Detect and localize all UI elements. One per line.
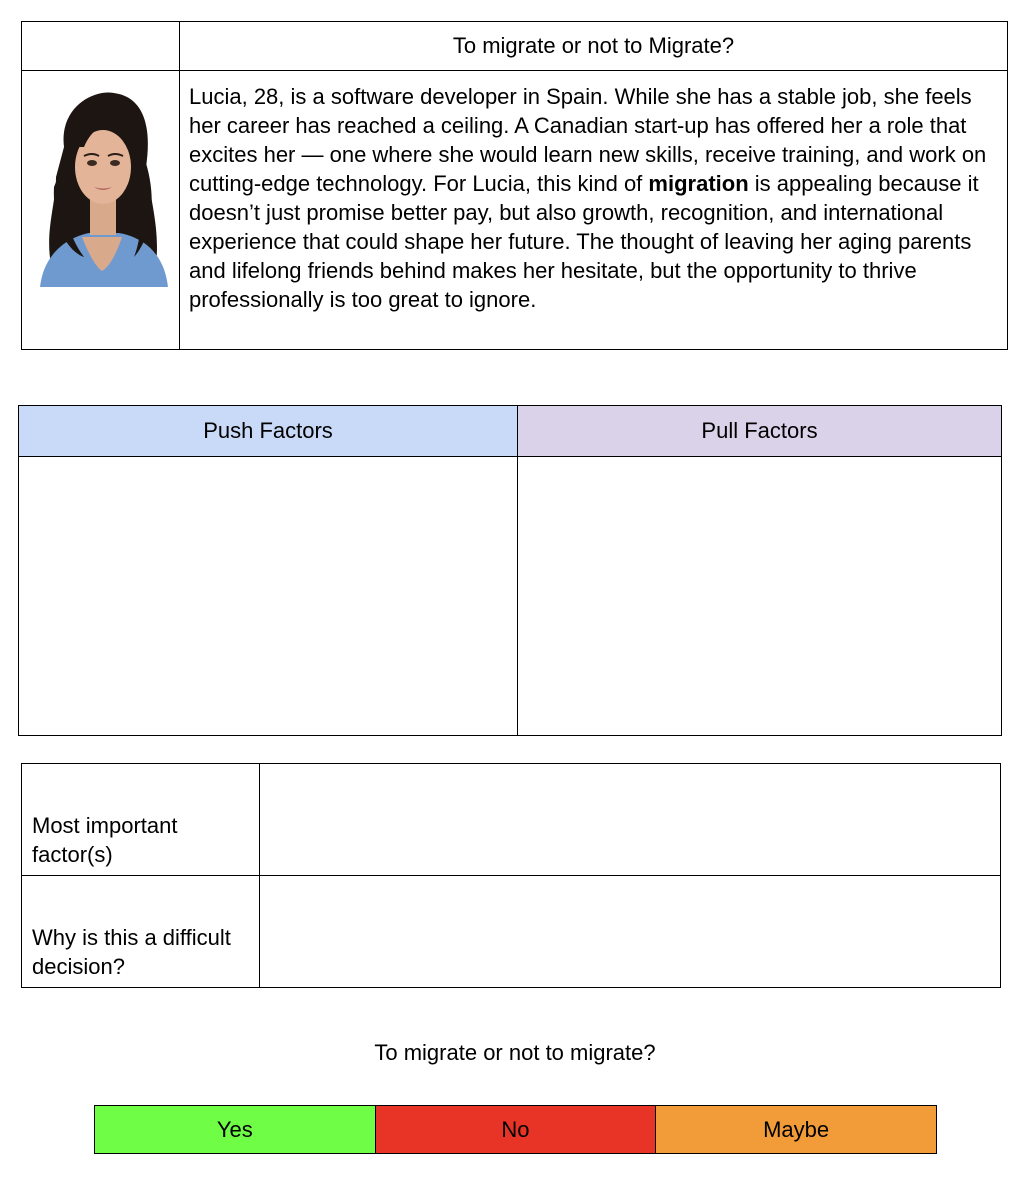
final-question: To migrate or not to migrate? xyxy=(374,1040,656,1065)
case-study-table xyxy=(21,21,1008,350)
empty-corner-cell xyxy=(22,22,180,71)
difficult-decision-answer[interactable] xyxy=(260,876,1001,988)
pull-factors-answer[interactable] xyxy=(518,457,1002,736)
push-pull-table xyxy=(18,405,1002,736)
story-text-1: Lucia, 28, is a software developer in Spain. While she has a stable job, she feels her career has reached a ceiling. A Canadian start-up has offered her a role that excites her — one where she would learn new skills, receive training, and work on cutting-edge technology. For Lucia, this kind of xyxy=(189,84,987,196)
choice-maybe[interactable]: Maybe xyxy=(656,1106,937,1154)
reflection-table xyxy=(21,763,1001,988)
choice-bar xyxy=(94,1105,937,1154)
difficult-decision-label: Why is this a difficult decision? xyxy=(22,876,260,988)
choice-yes[interactable]: Yes xyxy=(95,1106,376,1154)
portrait-photo xyxy=(34,87,170,287)
most-important-answer[interactable] xyxy=(260,764,1001,876)
case-story xyxy=(180,71,1008,350)
photo-cell xyxy=(22,71,180,350)
pull-factors-header: Pull Factors xyxy=(518,406,1002,457)
most-important-label: Most important factor(s) xyxy=(22,764,260,876)
choice-no[interactable]: No xyxy=(375,1106,656,1154)
push-factors-header: Push Factors xyxy=(19,406,518,457)
story-keyword: migration xyxy=(648,171,749,196)
story-text-2: is appealing because it doesn’t just promise better pay, but also growth, recognition, and international experience that could shape her future. The thought of leaving her aging parents and lifelong friends behind makes her hesitate, but the opportunity to thrive professionally is too great to ignore. xyxy=(189,171,979,312)
case-title: To migrate or not to Migrate? xyxy=(180,22,1008,71)
push-factors-answer[interactable] xyxy=(19,457,518,736)
